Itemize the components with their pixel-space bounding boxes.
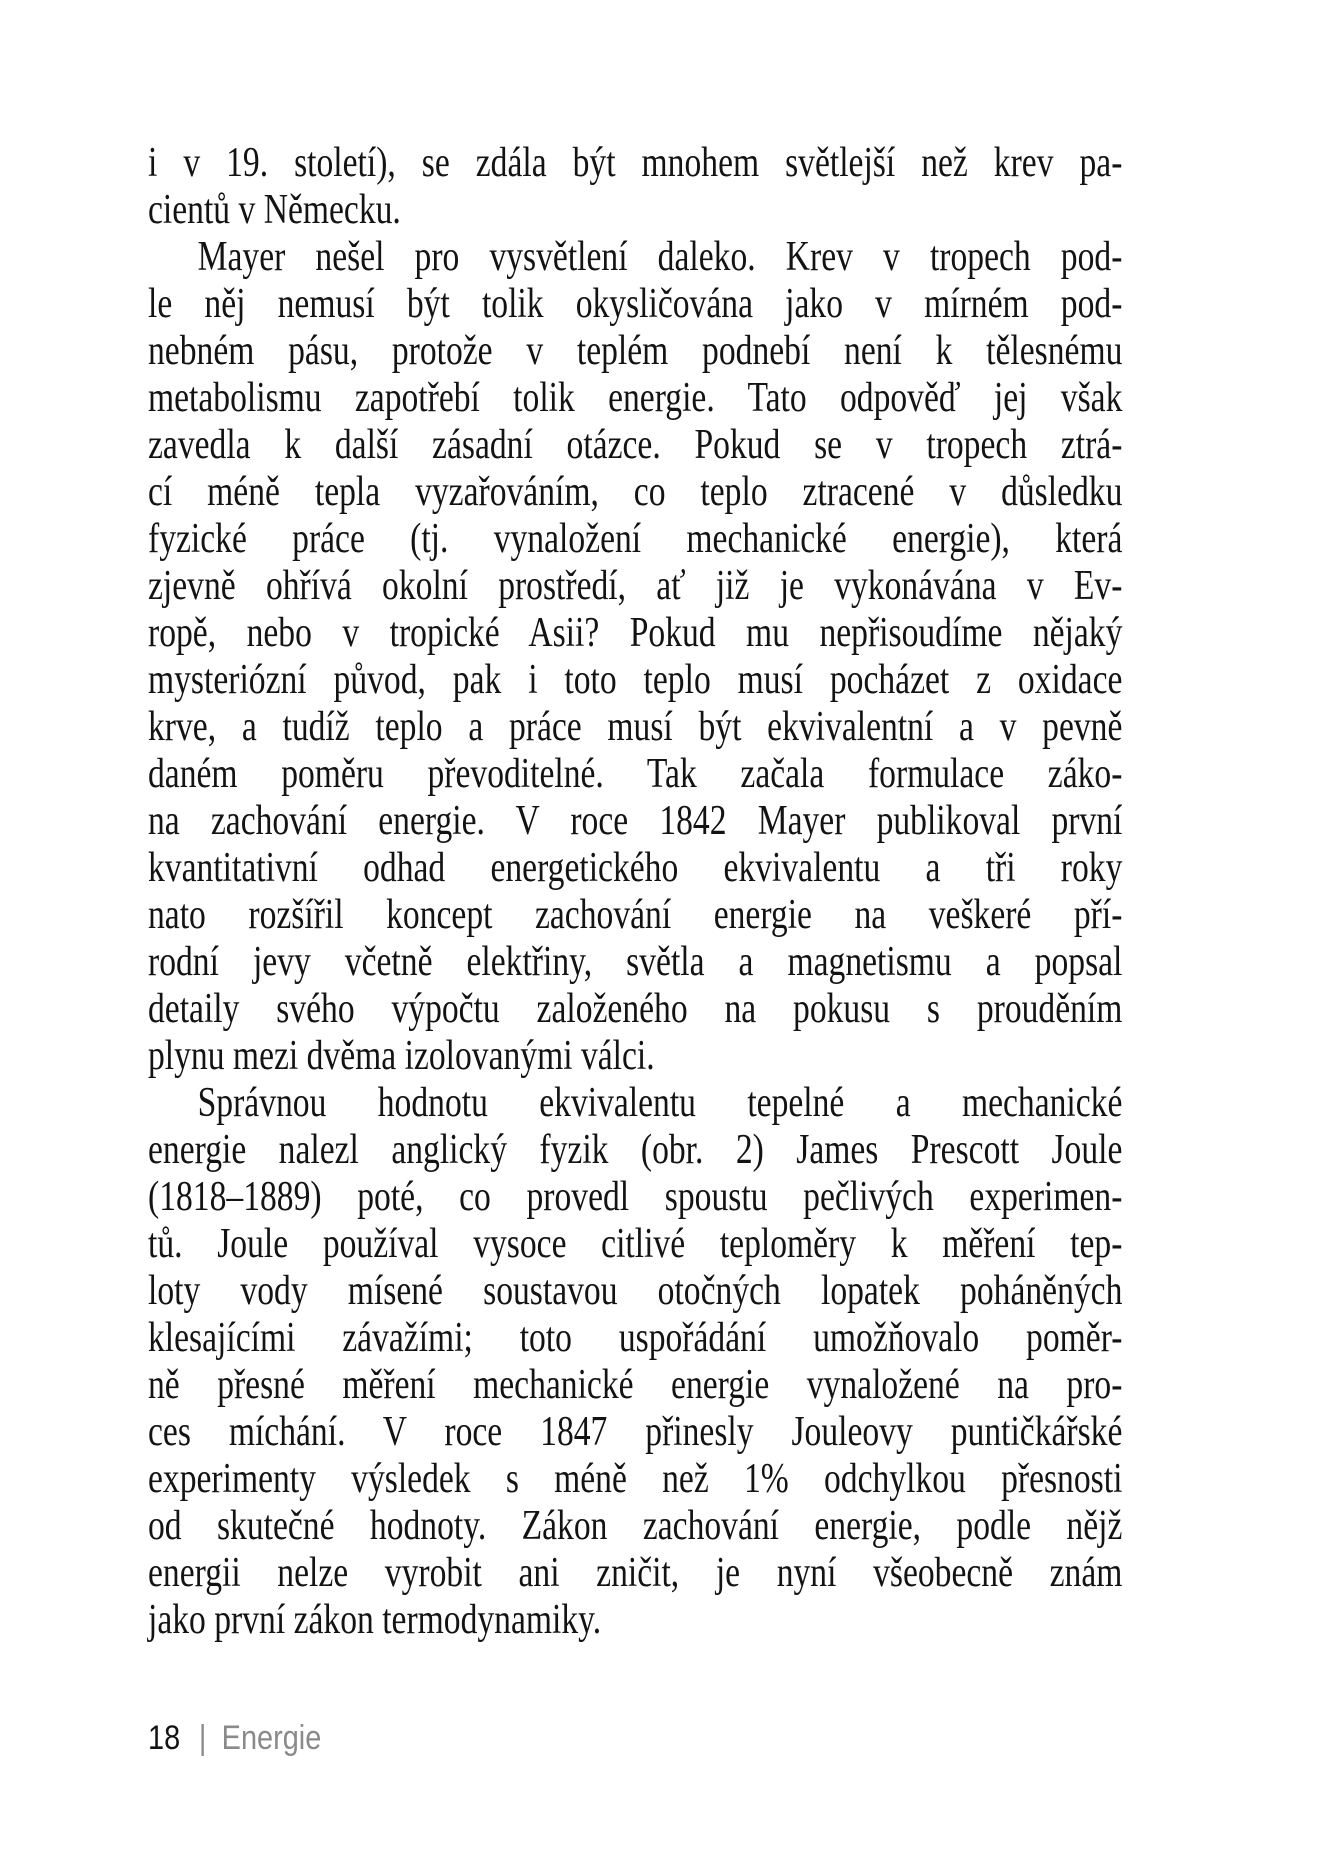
text-line: detaily svého výpočtu založeného na pokusu s prouděním	[148, 986, 1123, 1032]
text-line: cientů v Německu.	[148, 187, 401, 233]
text-line: metabolismu zapotřebí tolik energie. Tato odpověď jej však	[148, 375, 1123, 421]
text-line: ně přesné měření mechanické energie vynaložené na pro-	[148, 1362, 1123, 1408]
text-line: nebném pásu, protože v teplém podnebí není k tělesnému	[148, 328, 1123, 374]
text-line: mysteriózní původ, pak i toto teplo musí pocházet z oxidace	[148, 657, 1123, 703]
text-line: i v 19. století), se zdála být mnohem světlejší než krev pa-	[148, 140, 1123, 186]
footer-separator: |	[198, 1719, 207, 1757]
text-line: fyzické práce (tj. vynaložení mechanické energie), která	[148, 516, 1123, 562]
text-line: zjevně ohřívá okolní prostředí, ať již je vykonávána v Ev-	[148, 563, 1123, 609]
text-line: loty vody mísené soustavou otočných lopatek poháněných	[148, 1268, 1123, 1314]
text-line: na zachování energie. V roce 1842 Mayer publikoval první	[148, 798, 1123, 844]
footer-section-title: Energie	[221, 1719, 322, 1757]
text-line: daném poměru převoditelné. Tak začala formulace záko-	[148, 751, 1123, 797]
text-line: krve, a tudíž teplo a práce musí být ekvivalentní a v pevně	[148, 704, 1123, 750]
page-footer	[148, 1719, 321, 1757]
text-line: energii nelze vyrobit ani zničit, je nyní všeobecně znám	[148, 1550, 1123, 1596]
page-number: 18	[148, 1719, 181, 1757]
text-line: experimenty výsledek s méně než 1% odchylkou přesnosti	[148, 1456, 1123, 1502]
text-line: jako první zákon termodynamiky.	[148, 1597, 602, 1643]
text-line: cí méně tepla vyzařováním, co teplo ztracené v důsledku	[148, 469, 1123, 515]
text-line: tů. Joule používal vysoce citlivé teploměry k měření tep-	[148, 1221, 1123, 1267]
text-line: ropě, nebo v tropické Asii? Pokud mu nepřisoudíme nějaký	[148, 610, 1123, 656]
text-line: Správnou hodnotu ekvivalentu tepelné a mechanické	[197, 1080, 1123, 1126]
text-line: nato rozšířil koncept zachování energie na veškeré pří-	[148, 892, 1123, 938]
text-line: le něj nemusí být tolik okysličována jako v mírném pod-	[148, 281, 1123, 327]
body-text-column	[148, 140, 1122, 1644]
text-line: energie nalezl anglický fyzik (obr. 2) James Prescott Joule	[148, 1127, 1123, 1173]
text-line: (1818–1889) poté, co provedl spoustu pečlivých experimen-	[148, 1174, 1123, 1220]
text-line: Mayer nešel pro vysvětlení daleko. Krev v tropech pod-	[197, 234, 1123, 280]
text-line: rodní jevy včetně elektřiny, světla a magnetismu a popsal	[148, 939, 1123, 985]
text-line: klesajícími závažími; toto uspořádání umožňovalo poměr-	[148, 1315, 1123, 1361]
text-line: od skutečné hodnoty. Zákon zachování energie, podle nějž	[148, 1503, 1123, 1549]
text-line: kvantitativní odhad energetického ekvivalentu a tři roky	[148, 845, 1123, 891]
text-line: plynu mezi dvěma izolovanými válci.	[148, 1033, 655, 1079]
text-line: zavedla k další zásadní otázce. Pokud se v tropech ztrá-	[148, 422, 1123, 468]
text-line: ces míchání. V roce 1847 přinesly Jouleovy puntičkářské	[148, 1409, 1123, 1455]
